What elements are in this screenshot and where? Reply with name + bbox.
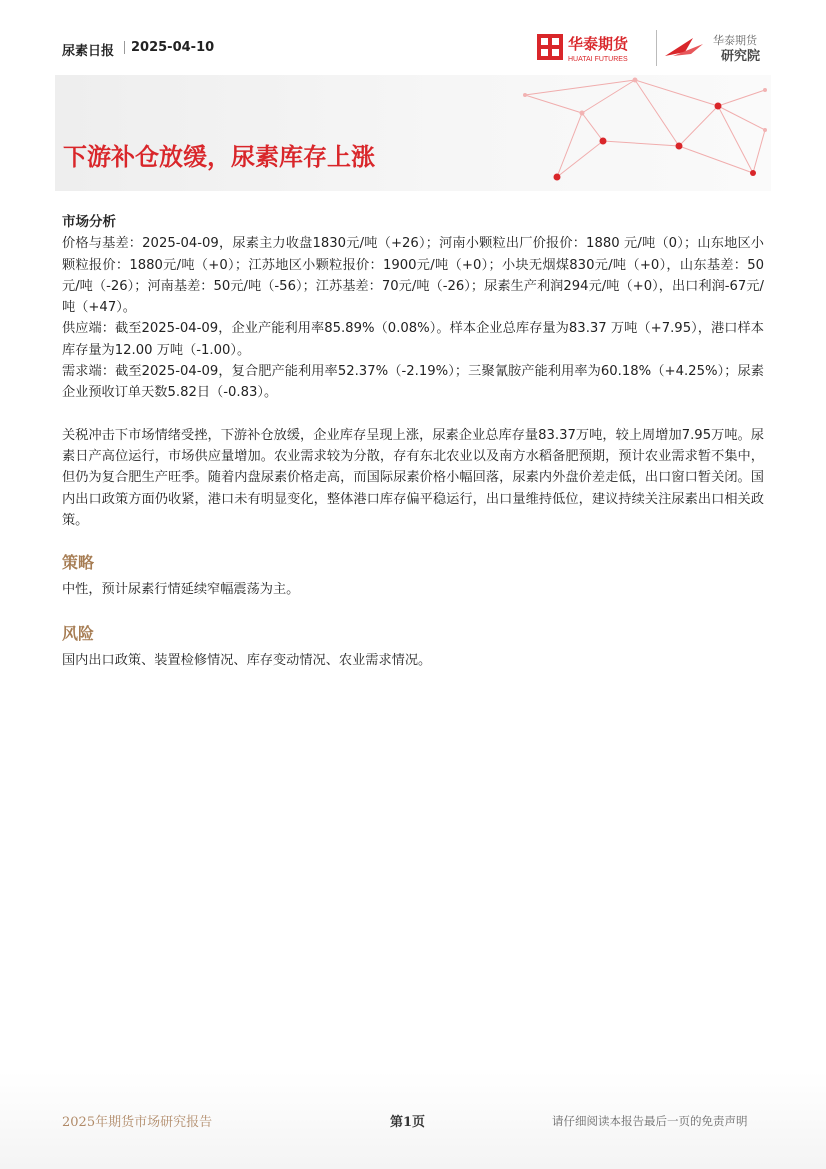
risk-heading: 风险 xyxy=(62,624,95,644)
paragraph-gap xyxy=(62,404,764,425)
huatai-emblem-icon xyxy=(537,34,563,60)
logo-institute-top: 华泰期货 xyxy=(713,35,757,47)
report-date: 2025-04-10 xyxy=(131,40,215,55)
institute-wing-icon xyxy=(665,38,703,56)
supply-paragraph: 供应端：截至2025-04-09，企业产能利用率85.89%（0.08%）。样本企业总库存量为83.37 万吨（+7.95），港口样本库存量为12.00 万吨（-1.00）。 xyxy=(62,321,764,358)
page-number: 第1页 xyxy=(390,1115,426,1130)
strategy-text: 中性，预计尿素行情延续窄幅震荡为主。 xyxy=(62,582,300,598)
disclaimer-note: 请仔细阅读本报告最后一页的免责声明 xyxy=(552,1114,748,1128)
market-analysis-heading: 市场分析 xyxy=(62,214,116,230)
report-body xyxy=(62,212,764,672)
logo-divider xyxy=(656,30,657,66)
huatai-institute-logo xyxy=(663,30,773,66)
strategy-heading: 策略 xyxy=(62,553,95,573)
title-banner xyxy=(55,75,771,191)
risk-text: 国内出口政策、装置检修情况、库存变动情况、农业需求情况。 xyxy=(62,653,432,669)
logo-institute-bottom: 研究院 xyxy=(721,48,761,63)
demand-paragraph: 需求端：截至2025-04-09，复合肥产能利用率52.37%（-2.19%）；三聚氰胺产能利用率为60.18%（+4.25%）；尿素企业预收订单天数5.82日（-0.83）。 xyxy=(62,364,764,401)
report-name: 尿素日报 xyxy=(62,44,115,59)
report-title: 下游补仓放缓，尿素库存上涨 xyxy=(63,143,375,171)
price-basis-paragraph: 价格与基差：2025-04-09，尿素主力收盘1830元/吨（+26）；河南小颗粒出厂价报价：1880 元/吨（0）；山东地区小颗粒报价：1880元/吨（+0）；江苏地区小颗粒报价：1900元/吨（+0）；小块无烟煤830元/吨（+0），山东基差：50元/吨（-26）；河南基差：50元/吨（-56）；江苏基差：70元/吨（-26）；尿素生产利润294元/吨（+0），出口利润-67元/吨（+47）。 xyxy=(62,236,764,316)
page-header xyxy=(0,0,826,75)
header-divider xyxy=(124,41,125,54)
network-decoration xyxy=(55,75,771,191)
footer-report-series: 2025年期货市场研究报告 xyxy=(62,1115,213,1130)
logo-brand-en: HUATAI FUTURES xyxy=(568,56,628,63)
logo-brand-cn: 华泰期货 xyxy=(568,36,629,53)
huatai-futures-logo xyxy=(537,33,655,65)
summary-paragraph: 关税冲击下市场情绪受挫，下游补仓放缓，企业库存呈现上涨，尿素企业总库存量83.37万吨，较上周增加7.95万吨。尿素日产高位运行，市场供应量增加。农业需求较为分散，存有东北农业以及南方水稻备肥预期，预计农业需求暂不集中，但仍为复合肥生产旺季。随着内盘尿素价格走高，而国际尿素价格小幅回落，尿素内外盘价差走低，出口窗口暂关闭。国内出口政策方面仍收紧，港口未有明显变化，整体港口库存偏平稳运行，出口量维持低位，建议持续关注尿素出口相关政策。 xyxy=(62,427,764,528)
